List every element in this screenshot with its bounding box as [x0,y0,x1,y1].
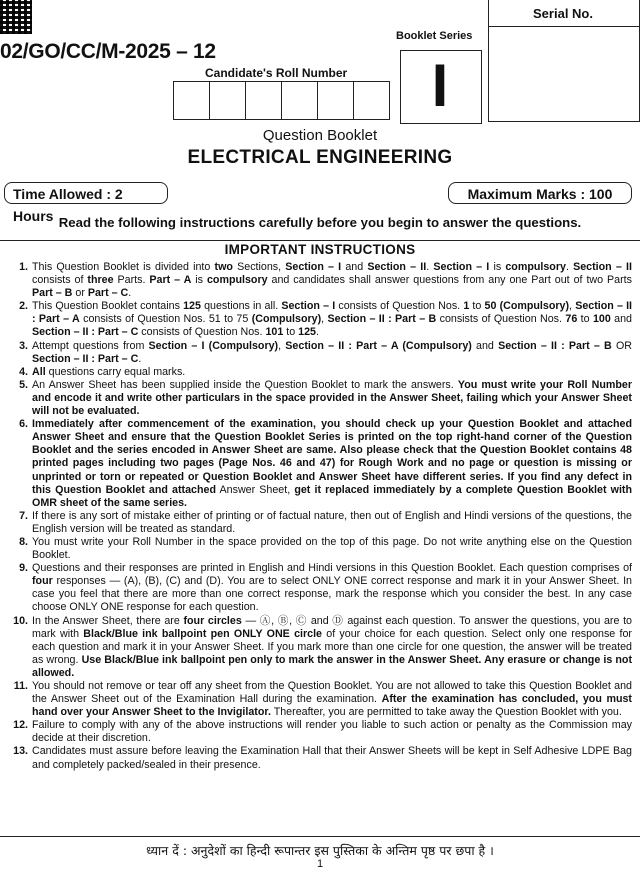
instruction-item [0,719,640,745]
instruction-text: All questions carry equal marks. [32,365,186,378]
instruction-number: 1. [19,261,28,273]
instruction-item [0,418,640,510]
divider [0,836,640,837]
instruction-number: 4. [19,365,28,378]
instruction-item [0,615,640,680]
instruction-item [0,366,640,379]
instruction-item [0,379,640,418]
instruction-text: An Answer Sheet has been supplied inside the Question Booklet to mark the answers. You must write your Roll Number and encode it and write other particulars in the space provided in the Answer Sheet, failing which your Answer Sheet will not be evaluated. [32,378,632,418]
instruction-text: Questions and their responses are printed in English and Hindi versions in this Question Booklet. Each question comprises of four responses — (A), (B), (C) and (D). You are to select ONLY ONE correct response and mark it in your Answer Sheet. In case you feel that there are more than one correct response, mark the response which you consider the best. In any case choose ONLY ONE response for each question. [32,562,632,614]
instructions-list [0,261,640,772]
instruction-number: 6. [19,418,28,431]
serial-divider [488,26,639,27]
instruction-text: In the Answer Sheet, there are four circles — Ⓐ, Ⓑ, Ⓒ and Ⓓ against each question. To answer the questions, you are to mark with Black/Blue ink ballpoint pen ONLY ONE circle of your choice for each question. Select only one response for each question and mark it in your Answer Sheet. If you mark more than one circle for one question, the answer will be treated as wrong. Use Black/Blue ink ballpoint pen only to mark the answer in the Answer Sheet. Any erasure or change is not allowed. [32,614,633,679]
hindi-note: ध्यान दें : अनुदेशों का हिन्दी रूपान्तर इस पुस्तिका के अन्तिम पृष्ठ पर छपा है । [146,843,494,858]
instruction-number: 2. [19,300,28,313]
roll-number-cell[interactable] [245,81,282,120]
roll-number-cell[interactable] [317,81,354,120]
instruction-number: 10. [13,614,28,627]
instruction-text: This Question Booklet is divided into two Sections, Section – I and Section – II. Section – I is compulsory. Section – II consists of three Parts. Part – A is compulsory and candidates shall answer questions from any one Part out of two Parts Part – B or Part – C. [32,261,632,300]
roll-number-label: Candidate's Roll Number [205,66,348,80]
read-instructions-line: Read the following instructions carefully before you begin to answer the questions. [58,215,582,230]
instruction-text: Immediately after commencement of the examination, you should check up your Question Booklet and attached Answer Sheet and ensure that the Question Booklet Series is printed on the top right-hand corner of the Question Booklet and the series encoded in Answer Sheet are same. Also please check that the Question Booklet contains 48 printed pages including two pages (Page Nos. 46 and 47) for Rough Work and no page or question is missing or unprinted or torn or repeated or Question Booklet and Answer Sheet have different series. If you find any defect in this Question Booklet and attached Answer Sheet, get it replaced immediately by a complete Question Booklet with OMR sheet of the same series. [32,418,633,509]
instruction-number: 9. [19,562,28,575]
instruction-item [0,300,640,339]
instruction-item [0,261,640,300]
instruction-number: 3. [19,339,28,352]
divider [0,240,640,241]
subject-title: ELECTRICAL ENGINEERING [187,147,453,168]
instruction-text: If there is any sort of mistake either of printing or of factual nature, then out of English and Hindi versions of the questions, the English version will be treated as standard. [32,509,632,535]
serial-label: Serial No. [533,6,593,21]
booklet-code: 02/GO/CC/M-2025 – 12 [0,40,216,63]
instruction-number: 8. [19,535,28,548]
instruction-item [0,562,640,614]
instruction-text: Failure to comply with any of the above instructions will render you liable to such action or penalty as the Commission may decide at their discretion. [32,719,632,745]
maximum-marks: Maximum Marks : 100 [448,182,632,204]
roll-number-cell[interactable] [353,81,390,120]
instruction-item [0,745,640,771]
instruction-text: Candidates must assure before leaving the Examination Hall that their Answer Sheets will be kept in Self Adhesive LDPE Bag and completely packed/sealed in their presence. [32,745,632,771]
roll-number-cell[interactable] [281,81,318,120]
instruction-text: You must write your Roll Number in the space provided on the top of this page. Do not write anything else on the Question Booklet. [32,535,632,562]
booklet-series-value: I [431,52,449,119]
instruction-number: 5. [19,378,28,391]
important-instructions-title: IMPORTANT INSTRUCTIONS [224,242,416,257]
instruction-text: Attempt questions from Section – I (Compulsory), Section – II : Part – A (Compulsory) and Section – II : Part – B OR Section – II : Part – C. [32,339,632,365]
roll-number-boxes [174,81,390,120]
instruction-number: 13. [13,745,28,758]
time-allowed: Time Allowed : 2 Hours [4,182,168,204]
instruction-number: 11. [13,680,28,692]
page-number: 1 [316,858,324,870]
instruction-number: 12. [13,719,28,732]
qr-code [0,0,32,34]
instruction-text: This Question Booklet contains 125 questions in all. Section – I consists of Question Nos. 1 to 50 (Compulsory), Section – II : Part – A consists of Question Nos. 51 to 75 (Compulsory), Section – II : Part – B consists of Question Nos. 76 to 100 and Section – II : Part – C consists of Question Nos. 101 to 125. [32,300,633,339]
instruction-number: 7. [19,509,28,522]
roll-number-cell[interactable] [209,81,246,120]
question-booklet-label: Question Booklet [262,127,378,144]
roll-number-cell[interactable] [173,81,210,120]
instruction-item [0,680,640,719]
instruction-item [0,340,640,366]
instruction-text: You should not remove or tear off any sheet from the Question Booklet. You are not allowed to take this Question Booklet and the Answer Sheet out of the Examination Hall during the examination. After the examination has concluded, you must hand over your Answer Sheet to the Invigilator. Thereafter, you are permitted to take away the Question Booklet with you. [32,680,632,719]
booklet-series-label: Booklet Series [396,30,473,42]
instruction-item [0,510,640,536]
instruction-item [0,536,640,562]
